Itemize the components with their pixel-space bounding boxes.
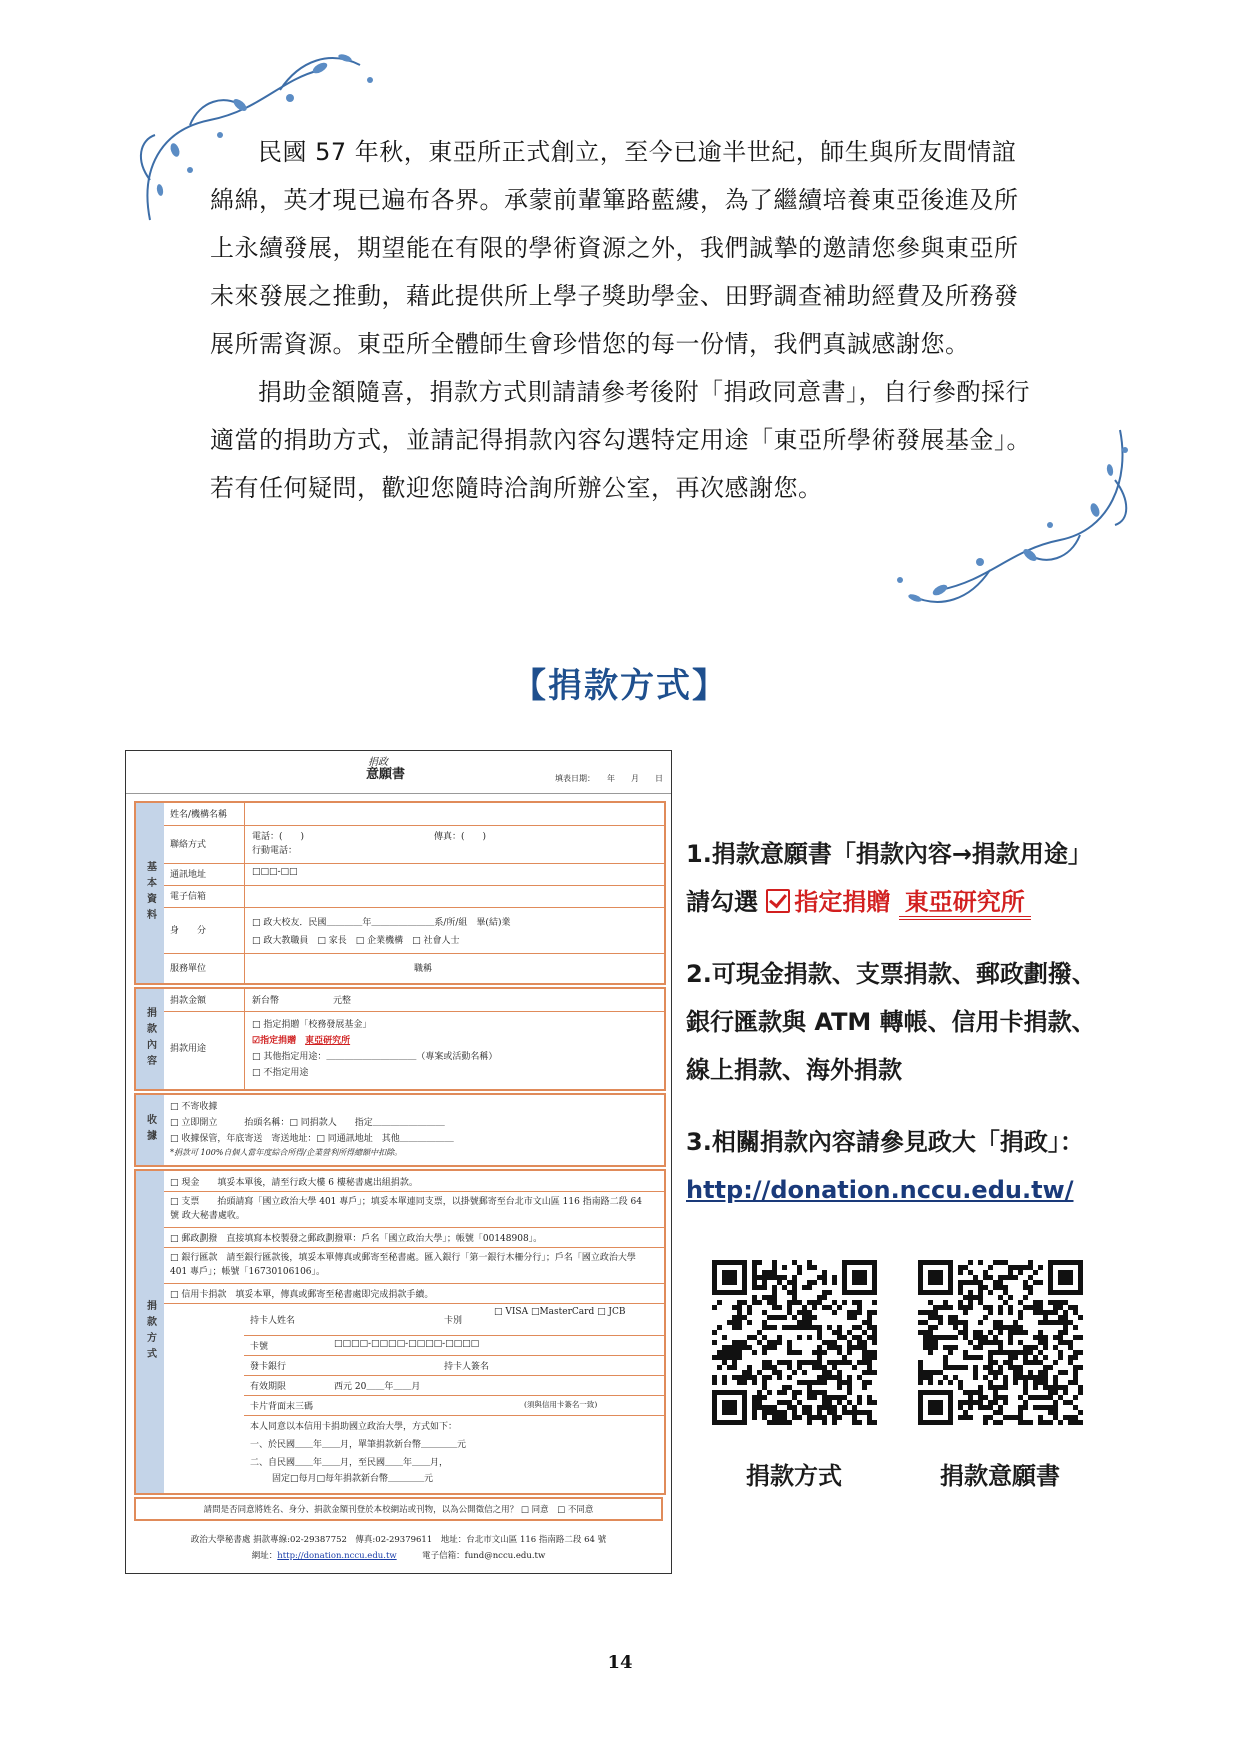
amount-value: 新台幣 元整: [252, 996, 352, 1006]
cvv-label: 卡片背面末三碼: [250, 1402, 314, 1412]
card-option-1: 一、於民國＿＿年＿＿月，單筆捐款新台幣＿＿＿＿元: [250, 1440, 467, 1450]
name-label: 姓名/機構名稱: [170, 810, 228, 820]
issuer-label: 發卡銀行: [250, 1362, 287, 1372]
intro-text: [210, 128, 1040, 512]
purpose-option-3: □ 其他指定用途：＿＿＿＿＿＿＿＿＿＿（專案或活動名稱）: [252, 1052, 498, 1062]
form-content-block: [134, 987, 666, 1091]
signature-label: 持卡人簽名: [444, 1362, 490, 1372]
card-number-label: 卡號: [250, 1342, 269, 1352]
info-item-2: 2.可現金捐款、支票捐款、郵政劃撥、 銀行匯款與 ATM 轉帳、信用卡捐款、 線上捐款、海外捐款: [686, 960, 1096, 1084]
intro-paragraph-1: 民國 57 年秋，東亞所正式創立，至今已逾半世紀，師生與所友間情誼綿綿，英才現已遍布各界。承蒙前輩篳路藍縷，為了繼續培養東亞後進及所上永續發展，期望能在有限的學術資源之外，我們誠摯的邀請您參與東亞所未來發展之推動，藉此提供所上學子獎助學金、田野調查補助經費及所務發展所需資源。東亞所全體師生會珍惜您的每一份情，我們真誠感謝您。: [210, 138, 1019, 358]
email-label: 電子信箱: [170, 892, 207, 902]
phone-field: 電話：( ): [252, 832, 305, 842]
info-item-1-line-1: 1.捐款意願書「捐款內容→捐款用途」: [686, 840, 1092, 868]
form-header: [126, 751, 671, 794]
method-bank: □ 銀行匯款 請至銀行匯款後，填妥本單傳真或郵寄至秘書處。匯入銀行「第一銀行木柵分行」；戶名「國立政治大學 401 專戶」；帳號「16730106106」。: [170, 1253, 636, 1277]
form-date: 填表日期： 年 月 日: [555, 774, 663, 783]
signature-note: (須與信用卡簽名一致): [524, 1400, 598, 1409]
form-title: 意願書: [366, 767, 406, 782]
publish-question: 請問是否同意將姓名、身分、捐款金額刊登於本校網站或刊物，以為公開徵信之用？ □ 同意 □ 不同意: [134, 1497, 663, 1521]
workplace-label: 服務單位: [170, 964, 207, 974]
card-type-label: 卡別: [444, 1316, 463, 1326]
form-receipt-side: 收據: [144, 1114, 156, 1146]
card-types: □ VISA □MasterCard □ JCB: [494, 1307, 626, 1317]
method-check: □ 支票 抬頭請寫「國立政治大學 401 專戶」；填妥本單連同支票，以掛號郵寄至台北市文山區 116 指南路二段 64 號 政大秘書處收。: [170, 1197, 642, 1221]
receipt-line-3: □ 收據保管，年底寄送 寄送地址：□ 同通訊地址 其他＿＿＿＿＿＿: [170, 1134, 454, 1144]
contact-label: 聯絡方式: [170, 840, 207, 850]
form-content-side: 捐款內容: [144, 1007, 156, 1071]
qr-caption-left: 捐款方式: [746, 1462, 842, 1490]
expiry-value: 西元 20＿＿年＿＿月: [334, 1382, 421, 1392]
form-method-side: 捐款方式: [144, 1300, 156, 1364]
address-label: 通訊地址: [170, 870, 207, 880]
amount-label: 捐款金額: [170, 996, 207, 1006]
donation-form: [125, 750, 672, 1574]
receipt-line-1: □ 不寄收據: [170, 1102, 218, 1112]
card-option-2: 二、自民國＿＿年＿＿月，至民國＿＿年＿＿月，: [250, 1458, 449, 1468]
card-option-2b: 固定□每月□每年捐款新台幣＿＿＿＿元: [272, 1474, 434, 1484]
form-basic-block: [134, 801, 666, 985]
purpose-label: 捐款用途: [170, 1044, 207, 1054]
qr-code-donation-method[interactable]: [712, 1260, 877, 1425]
form-basic-side: 基本資料: [144, 861, 156, 925]
form-footer-line-2: 網址：http://donation.nccu.edu.tw 電子信箱：fund@nccu.edu.tw: [251, 1551, 546, 1561]
address-boxes: □□□-□□: [252, 867, 298, 877]
receipt-line-2: □ 立即開立 抬頭名稱：□ 同捐款人 指定＿＿＿＿＿＿＿＿: [170, 1118, 445, 1128]
info-item-3: 3.相關捐款內容請參見政大「捐政」： http://donation.nccu.edu.tw/: [686, 1128, 1084, 1204]
qr-caption-right: 捐款意願書: [940, 1462, 1060, 1490]
form-title-mark: 捐政: [368, 757, 388, 768]
card-number-boxes: □□□□-□□□□-□□□□-□□□□: [334, 1339, 480, 1349]
purpose-option-4: □ 不指定用途: [252, 1068, 309, 1078]
donation-url-link[interactable]: http://donation.nccu.edu.tw/: [686, 1176, 1074, 1204]
qr-code-donation-form[interactable]: [918, 1260, 1083, 1425]
info-item-1-line-2: 請勾選 指定捐贈 東亞研究所: [686, 878, 1092, 926]
identity-line-2: □ 政大教職員 □ 家長 □ 企業機構 □ 社會人士: [252, 936, 460, 946]
purpose-option-1: □ 指定捐贈「校務發展基金」: [252, 1020, 372, 1030]
page-number: 14: [607, 1652, 633, 1673]
method-cash: □ 現金 填妥本單後，請至行政大樓 6 樓秘書處出組捐款。: [170, 1178, 418, 1188]
card-holder-label: 持卡人姓名: [250, 1316, 296, 1326]
method-postal: □ 郵政劃撥 直接填寫本校製發之郵政劃撥單：戶名「國立政治大學」；帳號「00148908」。: [170, 1234, 543, 1244]
purpose-option-2: ☑指定捐贈 東亞研究所: [252, 1036, 351, 1046]
mobile-field: 行動電話：: [252, 846, 298, 856]
job-title-label: 職稱: [414, 964, 433, 974]
agree-line: 本人同意以本信用卡捐助國立政治大學，方式如下：: [250, 1422, 458, 1432]
checkbox-checked-icon: [766, 889, 790, 913]
expiry-label: 有效期限: [250, 1382, 287, 1392]
form-receipt-block: [134, 1093, 666, 1167]
form-footer-link[interactable]: http://donation.nccu.edu.tw: [277, 1551, 397, 1561]
method-card: □ 信用卡捐款 填妥本單，傳真或郵寄至秘書處即完成捐款手續。: [170, 1290, 434, 1300]
identity-label: 身 分: [170, 926, 207, 936]
identity-line-1: □ 政大校友．民國＿＿＿＿年＿＿＿＿＿＿＿系/所/組 畢(結)業: [252, 918, 511, 928]
section-title: 【捐款方式】: [512, 666, 728, 706]
intro-paragraph-2: 捐助金額隨喜，捐款方式則請請參考後附「捐政同意書」，自行參酌採行適當的捐助方式，並請記得捐款內容勾選特定用途「東亞所學術發展基金」。若有任何疑問，歡迎您隨時洽詢所辦公室，再次感謝您。: [210, 378, 1031, 502]
form-footer-line-1: 政治大學秘書處 捐款專線:02-29387752 傳真:02-29379611 地址：台北市文山區 116 指南路二段 64 號: [190, 1535, 607, 1545]
receipt-note: *捐款可 100%自個人當年度綜合所得/企業營利所得總額中扣除。: [170, 1148, 403, 1157]
form-method-block: [134, 1169, 666, 1495]
fax-field: 傳真：( ): [434, 832, 487, 842]
info-item-1: [686, 830, 1092, 926]
